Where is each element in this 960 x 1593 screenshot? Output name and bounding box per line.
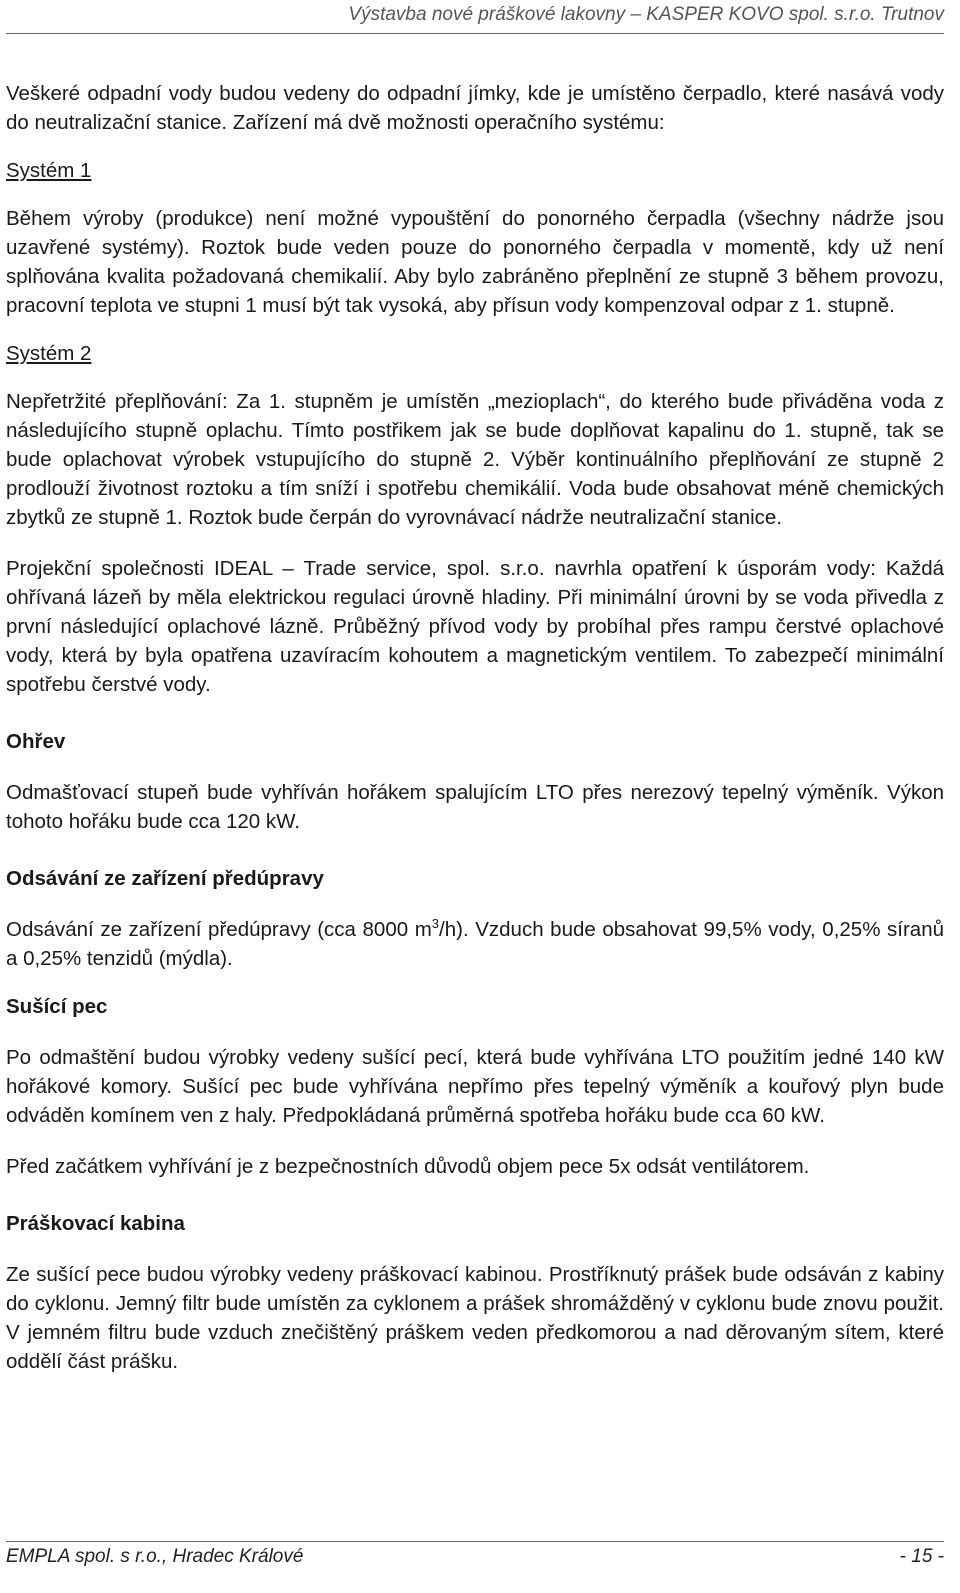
paragraph-praskovaci-kabina: Ze sušící pece budou výrobky vedeny práškovací kabinou. Prostříknutý prášek bude odsáván z kabiny do cyklonu. Jemný filtr bude umístěn za cyklonem a prášek shromážděný v cyklonu bude znovu použit. V jemném filtru bude vzduch znečištěný práškem veden předkomorou a nad děrovaným sítem, které oddělí část prášku. [6, 1263, 944, 1373]
ohrev-heading: Ohřev [6, 730, 66, 753]
footer-page-number: - 15 - [899, 1546, 944, 1567]
praskovaci-kabina-heading: Práškovací kabina [6, 1212, 185, 1235]
page-header-title: Výstavba nové práškové lakovny – KASPER KOVO spol. s.r.o. Trutnov [348, 4, 944, 25]
paragraph-susici-pec: Po odmaštění budou výrobky vedeny sušící pecí, která bude vyhřívána LTO použitím jedné 140 kW hořákové komory. Sušící pec bude vyhřívána nepřímo přes tepelný výměník a kouřový plyn bude odváděn komínem ven z haly. Předpokládaná průměrná spotřeba hořáku bude cca 60 kW. [6, 1046, 944, 1127]
footer-company: EMPLA spol. s r.o., Hradec Králové [6, 1546, 304, 1567]
paragraph-ideal-measures: Projekční společnosti IDEAL – Trade service, spol. s.r.o. navrhla opatření k úsporám vody: Každá ohřívaná lázeň by měla elektrickou regulaci úrovně hladiny. Při minimální úrovni by se voda přivedla z první následující oplachové lázně. Průběžný přívod vody by probíhal přes rampu čerstvé oplachové vody, která by byla opatřena uzavíracím kohoutem a magnetickým ventilem. To zabezpečí minimální spotřebu čerstvé vody. [6, 557, 944, 696]
paragraph-system-2: Nepřetržité přeplňování: Za 1. stupněm je umístěn „mezioplach“, do kterého bude přiváděna voda z následujícího stupně oplachu. Tímto postřikem jak se bude doplňovat kapalinu do 1. stupně, tak se bude oplachovat výrobek vstupujícího do stupně 2. Výběr kontinuálního přeplňování ze stupně 2 prodlouží životnost roztoku a tím sníží i spotřebu chemikálií. Voda bude obsahovat méně chemických zbytků ze stupně 1. Roztok bude čerpán do vyrovnávací nádrže neutralizační stanice. [6, 390, 944, 529]
system-2-heading: Systém 2 [6, 342, 92, 365]
cubic-superscript: 3 [431, 916, 440, 931]
susici-pec-heading: Sušící pec [6, 995, 108, 1018]
footer-divider [6, 1541, 944, 1542]
odsavani-text-start: Odsávání ze zařízení předúpravy (cca 8000 m [6, 918, 432, 941]
paragraph-ventilation: Před začátkem vyhřívání je z bezpečnostních důvodů objem pece 5x odsát ventilátorem. [6, 1155, 810, 1178]
system-1-heading: Systém 1 [6, 159, 92, 182]
paragraph-waste-water: Veškeré odpadní vody budou vedeny do odpadní jímky, kde je umístěno čerpadlo, které nasává vody do neutralizační stanice. Zařízení má dvě možnosti operačního systému: [6, 82, 944, 134]
header-divider [6, 33, 944, 34]
odsavani-heading: Odsávání ze zařízení předúpravy [6, 867, 324, 890]
paragraph-system-1: Během výroby (produkce) není možné vypouštění do ponorného čerpadla (všechny nádrže jsou uzavřené systémy). Roztok bude veden pouze do ponorného čerpadla v momentě, kdy už není splňována kvalita požadovaná chemikalií. Aby bylo zabráněno přeplnění ze stupně 3 během provozu, pracovní teplota ve stupni 1 musí být tak vysoká, aby přísun vody kompenzoval odpar z 1. stupně. [6, 207, 944, 317]
paragraph-ohrev: Odmašťovací stupeň bude vyhříván hořákem spalujícím LTO přes nerezový tepelný výměník. Výkon tohoto hořáku bude cca 120 kW. [6, 781, 944, 833]
paragraph-odsavani [6, 915, 944, 973]
odsavani-text-end: /h). Vzduch bude obsahovat 99,5% vody, 0,25% síranů a 0,25% tenzidů (mýdla). [6, 918, 944, 970]
document-body [6, 79, 944, 1376]
